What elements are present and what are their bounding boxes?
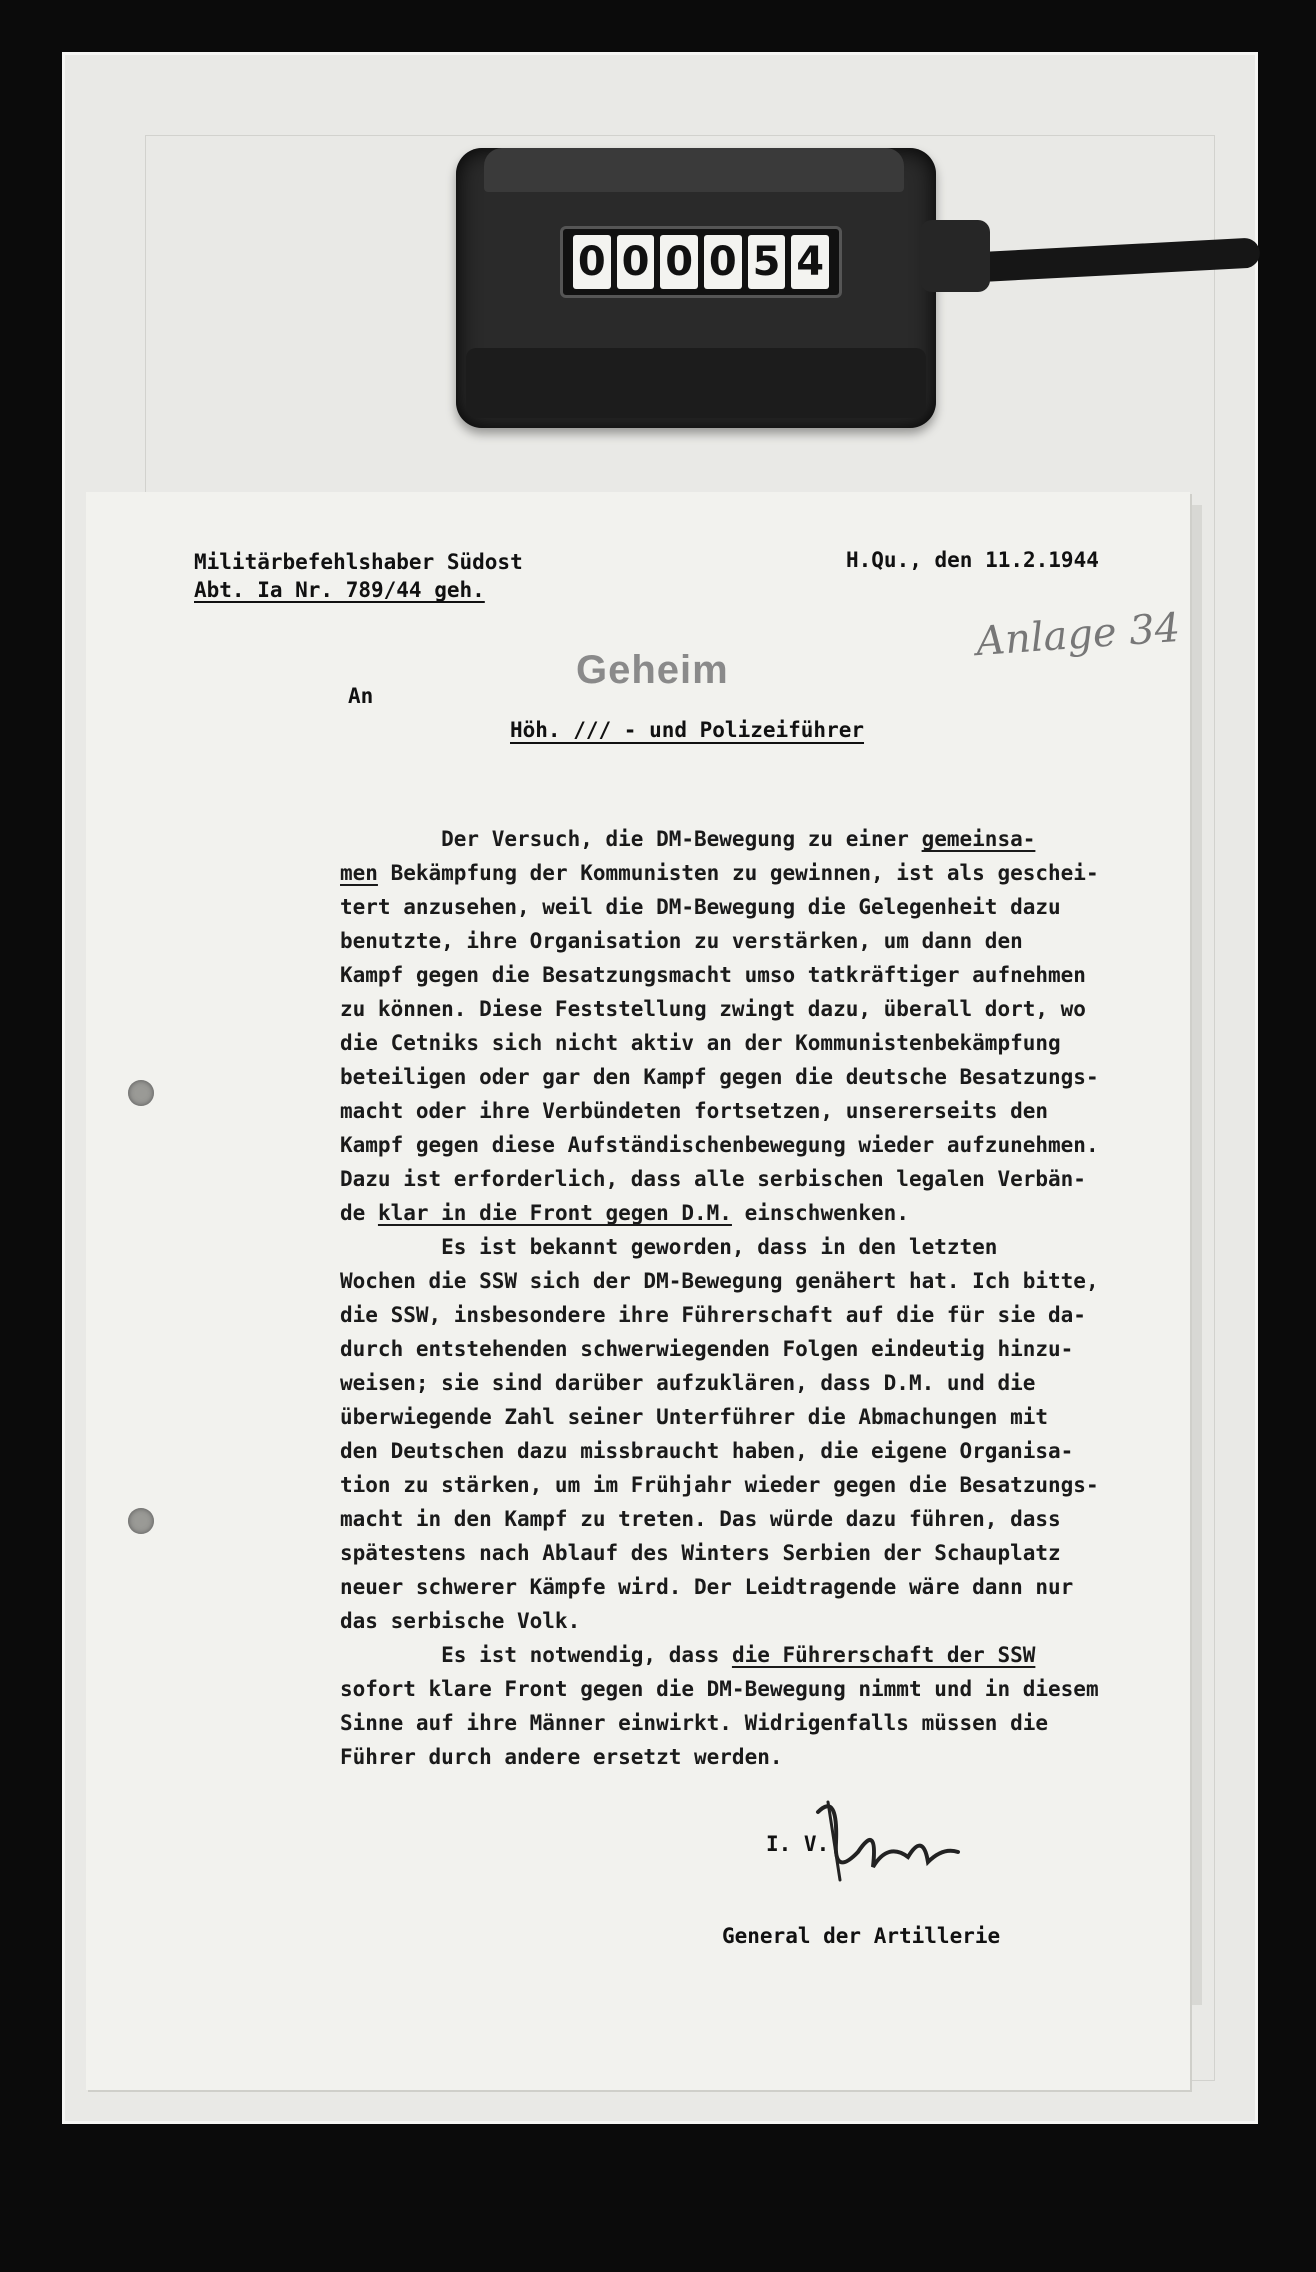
salutation-an: An (348, 684, 374, 708)
addressee: Höh. /// - und Polizeiführer (510, 718, 865, 742)
counter-digits-window (560, 226, 842, 298)
sender-line-1: Militärbefehlshaber Südost (194, 550, 523, 574)
counter-digit: 0 (573, 235, 611, 289)
punch-hole (128, 1508, 154, 1534)
counter-top (484, 148, 904, 192)
body-text: benutzte, ihre Organisation zu verstärken, um dann den (340, 929, 1023, 953)
body-text: Sinne auf ihre Männer einwirkt. Widrigenfalls müssen die (340, 1711, 1049, 1735)
punch-hole (128, 1080, 154, 1106)
document-sheet (86, 492, 1190, 2090)
body-text: Es ist bekannt geworden, dass in den letzten (340, 1235, 998, 1259)
place-date: H.Qu., den 11.2.1944 (846, 548, 1099, 572)
counter-digit: 0 (617, 235, 655, 289)
body-text: de (340, 1201, 378, 1225)
body-text: Führer durch andere ersetzt werden. (340, 1745, 783, 1769)
body-text: Dazu ist erforderlich, dass alle serbischen legalen Verbän- (340, 1167, 1086, 1191)
body-text: neuer schwerer Kämpfe wird. Der Leidtragende wäre dann nur (340, 1575, 1074, 1599)
body-text: sofort klare Front gegen die DM-Bewegung nimmt und in diesem (340, 1677, 1099, 1701)
body-text: Es ist notwendig, dass (340, 1643, 732, 1667)
counter-digit: 5 (748, 235, 786, 289)
counter-base (466, 348, 926, 418)
handwritten-signature-icon (798, 1782, 978, 1892)
sheet-edge-shadow (1190, 505, 1202, 2005)
body-text: spätestens nach Ablauf des Winters Serbien der Schauplatz (340, 1541, 1061, 1565)
body-text: beteiligen oder gar den Kampf gegen die deutsche Besatzungs- (340, 1065, 1099, 1089)
body-text-underlined: klar in die Front gegen D.M. (377, 1201, 732, 1225)
body-text: weisen; sie sind darüber aufzuklären, dass D.M. und die (340, 1371, 1036, 1395)
body-text: einschwenken. (731, 1201, 909, 1225)
body-text: die Cetniks sich nicht aktiv an der Kommunistenbekämpfung (340, 1031, 1061, 1055)
body-text: Der Versuch, die DM-Bewegung zu einer (340, 827, 922, 851)
body-text: tert anzusehen, weil die DM-Bewegung die Gelegenheit dazu (340, 895, 1061, 919)
body-text: Kampf gegen die Besatzungsmacht umso tatkräftiger aufnehmen (340, 963, 1086, 987)
body-text: zu können. Diese Feststellung zwingt dazu, überall dort, wo (340, 997, 1086, 1021)
signature-iv: I. V. (766, 1832, 830, 1856)
counter-digit: 4 (791, 235, 829, 289)
signature-title: General der Artillerie (722, 1924, 1001, 1948)
body-text: überwiegende Zahl seiner Unterführer die Abmachungen mit (340, 1405, 1049, 1429)
body-text: Kampf gegen diese Aufständischenbewegung wieder aufzunehmen. (340, 1133, 1099, 1157)
counter-digit: 0 (660, 235, 698, 289)
body-text: macht in den Kampf zu treten. Das würde dazu führen, dass (340, 1507, 1061, 1531)
secret-stamp: Geheim (576, 648, 729, 692)
body-text: das serbische Volk. (340, 1609, 581, 1633)
body-text-underlined: gemeinsa- (921, 827, 1036, 851)
body-text: den Deutschen dazu missbraucht haben, die eigene Organisa- (340, 1439, 1074, 1463)
handwritten-annotation: Anlage 34 (974, 604, 1182, 666)
body-text: macht oder ihre Verbündeten fortsetzen, unsererseits den (340, 1099, 1049, 1123)
letter-body (340, 822, 1180, 1774)
body-text: die SSW, insbesondere ihre Führerschaft auf die für sie da- (340, 1303, 1086, 1327)
counter-digit: 0 (704, 235, 742, 289)
frame-counter-device (456, 148, 936, 428)
body-text-underlined: men (340, 861, 378, 885)
body-text-underlined: die Führerschaft der SSW (731, 1643, 1036, 1667)
counter-cable-plug (920, 220, 990, 292)
body-text: tion zu stärken, um im Frühjahr wieder gegen die Besatzungs- (340, 1473, 1099, 1497)
body-text: Bekämpfung der Kommunisten zu gewinnen, ist als geschei- (377, 861, 1099, 885)
sender-block (194, 548, 523, 604)
sender-line-2: Abt. Ia Nr. 789/44 geh. (194, 578, 485, 602)
body-text: durch entstehenden schwerwiegenden Folgen eindeutig hinzu- (340, 1337, 1074, 1361)
body-text: Wochen die SSW sich der DM-Bewegung genähert hat. Ich bitte, (340, 1269, 1099, 1293)
